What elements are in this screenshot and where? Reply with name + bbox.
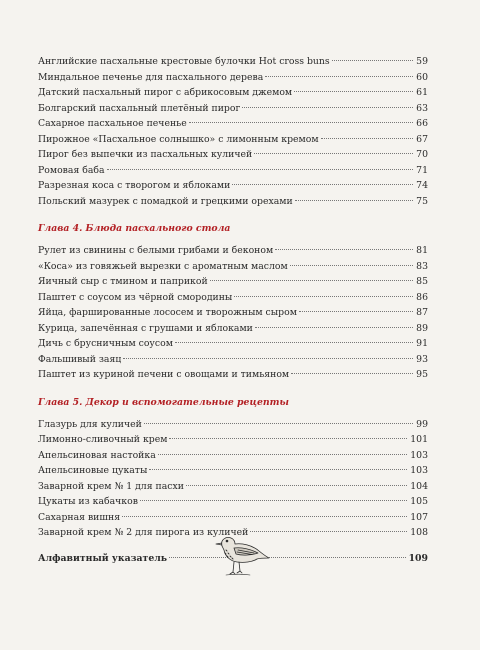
dot-leader [321, 138, 414, 139]
toc-entry-title: Польский мазурек с помадкой и грецкими орехами [38, 195, 293, 207]
toc-entry-page: 107 [410, 511, 428, 523]
toc-entry-page: 108 [410, 527, 428, 538]
toc-entry-page: 87 [416, 307, 428, 318]
dot-leader [210, 280, 413, 281]
toc-entry-title: Датский пасхальный пирог с абрикосовым джемом [38, 87, 293, 98]
toc-entry[interactable] [38, 336, 428, 352]
toc-entry-page: 83 [416, 260, 428, 272]
toc-entry[interactable] [38, 101, 428, 117]
toc-entry-title: Миндальное печенье для пасхального дерева [38, 71, 264, 83]
table-of-contents [38, 54, 428, 566]
toc-entry-page: 105 [410, 496, 428, 507]
toc-entry-title: Ромовая баба [38, 164, 105, 176]
toc-entry-title: Английские пасхальные крестовые булочки Hot cross buns [38, 56, 330, 67]
dot-leader [175, 342, 413, 343]
toc-entry[interactable] [38, 54, 428, 70]
toc-entry-page: 60 [416, 71, 428, 83]
toc-entry-title: Цукаты из кабачков [38, 496, 138, 507]
toc-entry-title: Сахарное пасхальное печенье [38, 118, 187, 129]
toc-entry-page: 61 [416, 87, 428, 98]
toc-section-continued [38, 54, 428, 209]
toc-entry-page: 85 [416, 276, 428, 287]
toc-entry-title: Болгарский пасхальный плетёный пирог [38, 102, 241, 114]
toc-entry[interactable] [38, 194, 428, 210]
dot-leader [242, 107, 413, 108]
toc-entry[interactable] [38, 85, 428, 101]
toc-entry-page: 75 [416, 195, 428, 207]
toc-entry[interactable] [38, 132, 428, 148]
toc-chapter-4 [38, 243, 428, 383]
dot-leader [332, 60, 414, 61]
toc-entry[interactable] [38, 432, 428, 448]
dot-leader [149, 469, 407, 470]
toc-entry-title: Фальшивый заяц [38, 353, 122, 365]
toc-entry-title: Сахарная вишня [38, 511, 121, 523]
toc-entry-page: 66 [416, 118, 428, 129]
toc-entry-page: 103 [410, 449, 428, 461]
toc-entry-title: Дичь с брусничным соусом [38, 338, 173, 349]
toc-entry-page: 95 [416, 369, 428, 380]
bird-illustration-icon [212, 528, 270, 578]
toc-entry-page: 86 [416, 291, 428, 303]
toc-entry-title: Рулет из свинины с белыми грибами и беконом [38, 245, 274, 256]
dot-leader [107, 169, 414, 170]
toc-entry-title: Пирожное «Пасхальное солнышко» с лимонным кремом [38, 133, 319, 145]
toc-entry[interactable] [38, 321, 428, 337]
toc-entry[interactable] [38, 305, 428, 321]
toc-entry-title: Разрезная коса с творогом и яблоками [38, 180, 231, 191]
toc-entry-page: 81 [416, 245, 428, 256]
dot-leader [255, 327, 413, 328]
toc-entry[interactable] [38, 116, 428, 132]
toc-entry[interactable] [38, 417, 428, 433]
dot-leader [122, 516, 407, 517]
toc-entry-page: 59 [416, 56, 428, 67]
toc-entry-page: 74 [416, 180, 428, 191]
chapter-heading[interactable]: Глава 4. Блюда пасхального стола [38, 223, 231, 234]
toc-entry-title: Паштет из куриной печени с овощами и тимьяном [38, 369, 290, 380]
dot-leader [275, 249, 413, 250]
dot-leader [169, 438, 407, 439]
toc-entry-title: Апельсиновые цукаты [38, 465, 148, 476]
toc-entry[interactable] [38, 367, 428, 383]
dot-leader [290, 265, 413, 266]
dot-leader [144, 423, 413, 424]
chapter-heading[interactable]: Глава 5. Декор и вспомогательные рецепты [38, 396, 289, 408]
toc-entry-page: 101 [410, 434, 428, 445]
toc-chapter-5 [38, 417, 428, 541]
toc-entry[interactable] [38, 178, 428, 194]
toc-entry[interactable] [38, 479, 428, 495]
toc-entry-title: «Коса» из говяжьей вырезки с ароматным маслом [38, 260, 288, 272]
toc-entry[interactable] [38, 147, 428, 163]
dot-leader [294, 91, 413, 92]
toc-entry-page: 71 [416, 164, 428, 176]
toc-entry-title: Яичный сыр с тмином и паприкой [38, 276, 208, 287]
dot-leader [140, 500, 407, 501]
toc-entry-page: 67 [416, 133, 428, 145]
dot-leader [265, 76, 413, 77]
toc-entry-title: Алфавитный указатель [38, 552, 168, 564]
toc-entry-title: Заварной крем № 2 для пирога из куличей [38, 527, 249, 538]
toc-entry-page: 99 [416, 418, 428, 430]
dot-leader [254, 153, 413, 154]
toc-entry-title: Апельсиновая настойка [38, 449, 156, 461]
dot-leader [169, 557, 405, 558]
toc-entry-page: 103 [410, 465, 428, 476]
toc-entry[interactable] [38, 243, 428, 259]
toc-entry[interactable] [38, 274, 428, 290]
toc-entry[interactable] [38, 163, 428, 179]
toc-entry-page: 63 [416, 102, 428, 114]
toc-entry-title: Яйца, фаршированные лососем и творожным сыром [38, 307, 297, 318]
dot-leader [186, 485, 407, 486]
toc-entry-title: Паштет с соусом из чёрной смородины [38, 291, 233, 303]
toc-entry-page: 91 [416, 338, 428, 349]
toc-entry[interactable] [38, 290, 428, 306]
toc-entry-title: Курица, запечённая с грушами и яблоками [38, 322, 253, 334]
dot-leader [295, 200, 413, 201]
toc-entry-page: 70 [416, 149, 428, 160]
toc-entry[interactable] [38, 352, 428, 368]
dot-leader [232, 184, 413, 185]
dot-leader [123, 358, 413, 359]
dot-leader [234, 296, 413, 297]
toc-entry[interactable] [38, 70, 428, 86]
toc-entry-title: Заварной крем № 1 для пасхи [38, 480, 184, 492]
toc-entry-title: Глазурь для куличей [38, 418, 142, 430]
dot-leader [291, 373, 413, 374]
dot-leader [189, 122, 413, 123]
toc-entry-page: 93 [416, 353, 428, 365]
toc-entry-page: 104 [410, 480, 428, 492]
toc-entry-title: Пирог без выпечки из пасхальных куличей [38, 149, 253, 160]
dot-leader [299, 311, 413, 312]
toc-entry-title: Лимонно-сливочный крем [38, 434, 168, 445]
dot-leader [250, 531, 407, 532]
toc-entry[interactable] [38, 259, 428, 275]
toc-entry-page: 89 [416, 322, 428, 334]
toc-entry-page: 109 [408, 552, 428, 564]
toc-entry[interactable] [38, 463, 428, 479]
toc-entry[interactable] [38, 494, 428, 510]
toc-entry[interactable] [38, 448, 428, 464]
dot-leader [158, 454, 408, 455]
toc-entry[interactable] [38, 510, 428, 526]
